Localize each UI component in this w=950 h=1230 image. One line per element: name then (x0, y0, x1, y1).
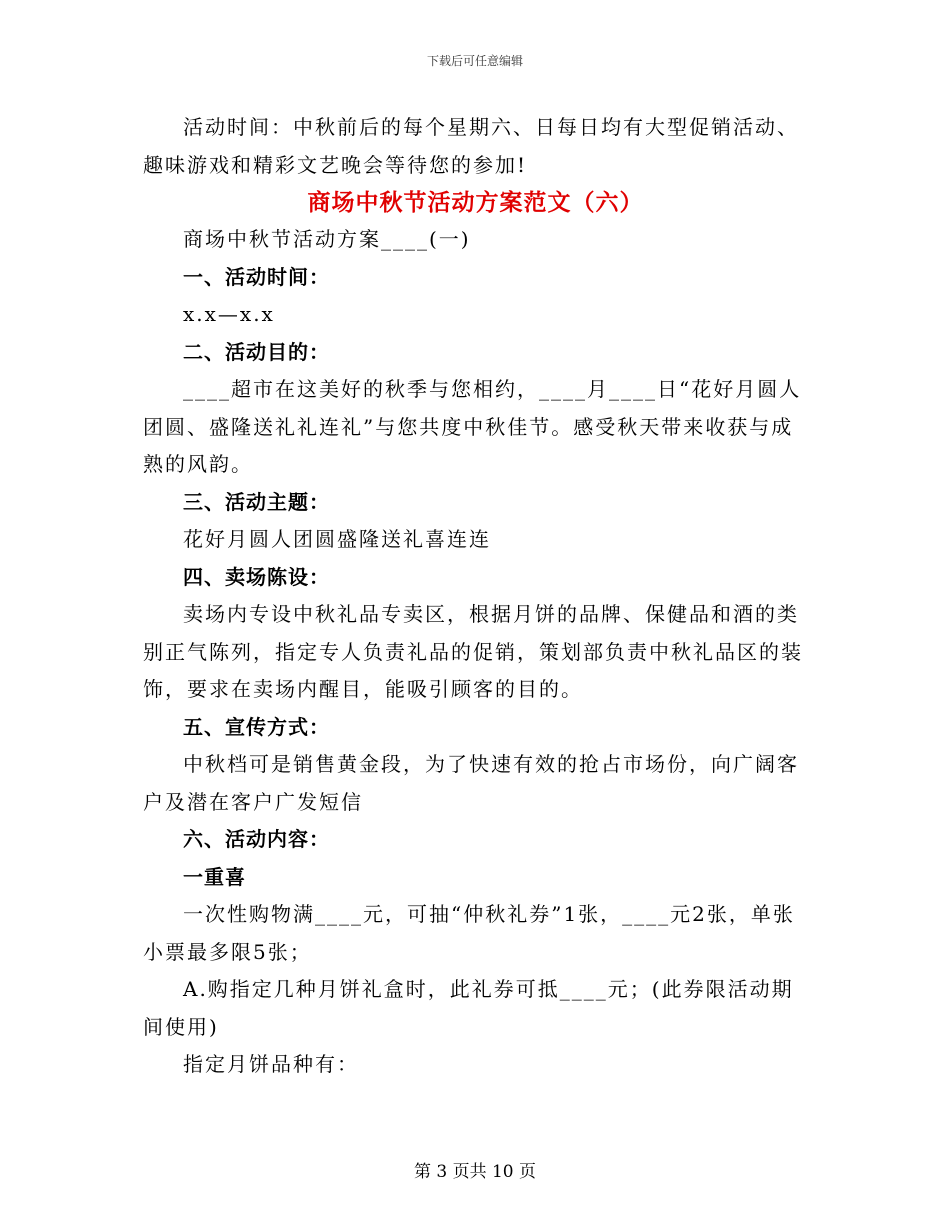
heading-activity-purpose: 二、活动目的： (183, 339, 330, 364)
document-body (143, 109, 808, 1084)
heading-first-joy: 一重喜 (183, 864, 246, 889)
paragraph-designated-mooncakes: 指定月饼品种有： (183, 1052, 359, 1076)
paragraph-coupon-rule: A.购指定几种月饼礼盒时，此礼券可抵____元；(此券限活动期间使用) (143, 977, 794, 1039)
page-footer: 第 3 页共 10 页 (413, 1162, 537, 1182)
paragraph-plan-name: 商场中秋节活动方案____(一) (183, 227, 471, 251)
paragraph-time-range: x.x—x.x (183, 302, 275, 326)
heading-activity-time: 一、活动时间： (183, 264, 330, 289)
heading-store-display: 四、卖场陈设： (183, 564, 330, 589)
heading-activity-content: 六、活动内容： (183, 827, 330, 851)
paragraph-theme: 花好月圆人团圆盛隆送礼喜连连 (183, 527, 491, 551)
paragraph-purchase-rule: 一次性购物满____元，可抽“仲秋礼券”1张，____元2张，单张小票最多限5张； (143, 902, 795, 964)
page-header: 下载后可任意编辑 (426, 54, 523, 68)
paragraph-purpose: ____超市在这美好的秋季与您相约，____月____日“花好月圆人团圆、盛隆送礼礼连礼”与您共度中秋佳节。感受秋天带来收获与成熟的风韵。 (143, 377, 802, 476)
paragraph-activity-time: 活动时间：中秋前后的每个星期六、日每日均有大型促销活动、趣味游戏和精彩文艺晚会等待您的参加! (143, 115, 799, 177)
paragraph-store-display: 卖场内专设中秋礼品专卖区，根据月饼的品牌、保健品和酒的类别正气陈列，指定专人负责礼品的促销，策划部负责中秋礼品区的装饰，要求在卖场内醒目，能吸引顾客的目的。 (143, 602, 803, 701)
heading-promotion-method: 五、宣传方式： (183, 714, 330, 739)
paragraph-promotion-method: 中秋档可是销售黄金段，为了快速有效的抢占市场份，向广阔客户及潜在客户广发短信 (143, 752, 799, 814)
heading-activity-theme: 三、活动主题： (183, 489, 330, 514)
section-title: 商场中秋节活动方案范文（六） (307, 189, 644, 216)
